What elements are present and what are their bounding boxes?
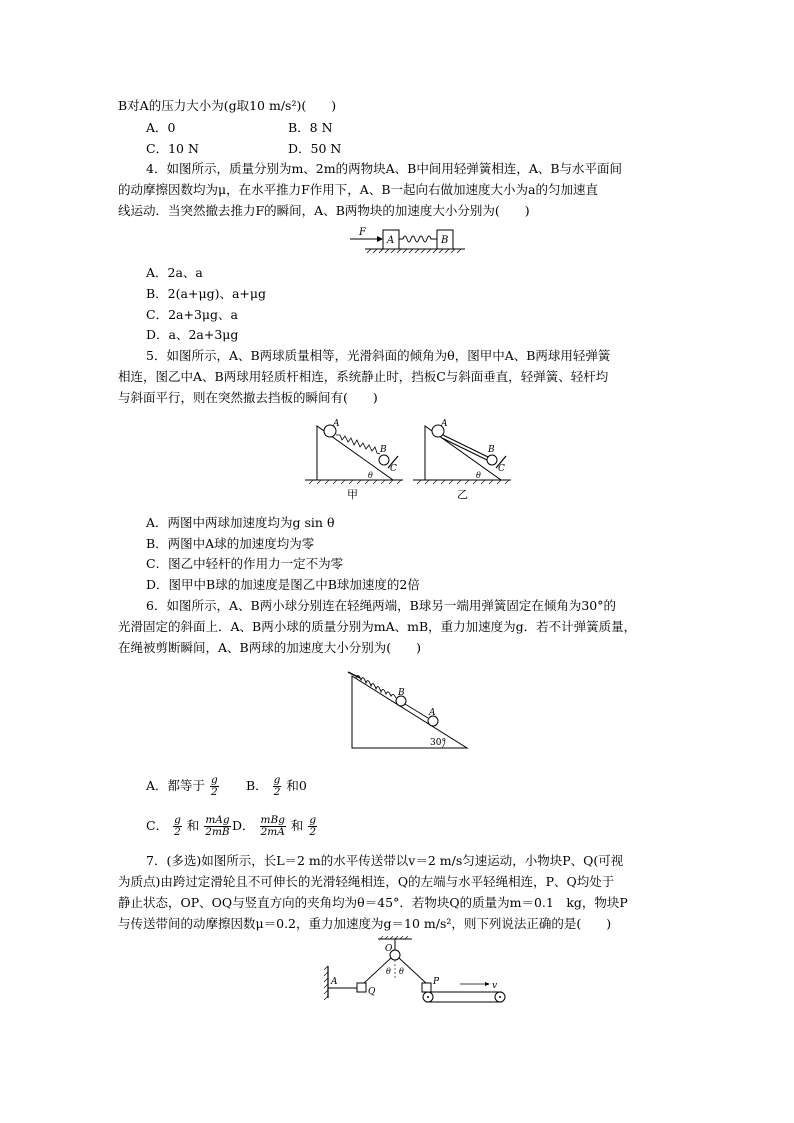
q6-figure <box>342 668 472 754</box>
q5-left-b-label: B <box>380 445 387 455</box>
q5-caption-right: 乙 <box>457 488 468 501</box>
q4-option-d[interactable]: D．a、2a+3μg <box>146 327 239 342</box>
q4-block-a-label: A <box>387 235 395 246</box>
q6-option-c[interactable] <box>146 815 232 838</box>
q7-theta-right: θ <box>399 967 404 976</box>
q7-o-label: O <box>385 944 393 954</box>
q5-stem-line1: 5．如图所示，A、B两球质量相等，光滑斜面的倾角为θ，图甲中A、B两球用轻弹簧 <box>146 348 611 363</box>
q7-stem-line2: 为质点)由跨过定滑轮且不可伸长的光滑轻绳相连，Q的左端与水平轻绳相连，P、Q均处于 <box>118 874 615 889</box>
q6-stem-line1: 6．如图所示，A、B两小球分别连在轻绳两端，B球另一端用弹簧固定在倾角为30°的 <box>146 598 617 613</box>
q6-option-b[interactable] <box>246 775 307 798</box>
q5-option-c[interactable]: C．图乙中轻杆的作用力一定不为零 <box>146 556 344 571</box>
q7-p-label: P <box>433 977 440 987</box>
q3-option-c[interactable]: C．10 N <box>146 141 199 156</box>
q6-b-label: B <box>398 688 405 698</box>
q6-option-c-mid: 和 <box>186 818 200 833</box>
q3-option-d[interactable]: D．50 N <box>288 141 342 156</box>
q5-left-a-label: A <box>333 419 340 429</box>
q4-block-b-label: B <box>441 235 449 246</box>
q5-right-theta: θ <box>476 471 481 480</box>
q4-option-a[interactable]: A．2a、a <box>146 265 203 280</box>
q6-option-c-fraction1: $\frac{g}{2}$ <box>174 814 181 838</box>
q6-option-b-suffix: 和0 <box>286 778 307 793</box>
q5-stem-line2: 相连，图乙中A、B两球用轻质杆相连，系统静止时，挡板C与斜面垂直，轻弹簧、轻杆均 <box>118 369 609 384</box>
q6-a-label: A <box>429 708 436 718</box>
q4-figure <box>345 224 475 258</box>
q7-q-label: Q <box>368 987 376 997</box>
q6-option-d-prefix: D． <box>232 818 255 833</box>
q5-option-a[interactable]: A．两图中两球加速度均为g sin θ <box>146 515 335 530</box>
q6-angle-label: 30° <box>430 738 446 748</box>
q5-option-d[interactable]: D．图甲中B球的加速度是图乙中B球加速度的2倍 <box>146 577 420 592</box>
q6-option-d-fraction2: $\frac{g}{2}$ <box>309 814 317 838</box>
q4-stem-line1: 4．如图所示，质量分别为m、2m的两物块A、B中间用轻弹簧相连，A、B与水平面间 <box>146 161 623 176</box>
q7-stem-line4: 与传送带间的动摩擦因数μ＝0.2，重力加速度为g＝10 m/s²，则下列说法正确的是( ) <box>118 916 612 931</box>
q6-option-d-fraction1: $\frac{\text{mBg}}{2mA}$ <box>260 814 285 838</box>
q7-theta-left: θ <box>386 967 391 976</box>
q5-caption-left: 甲 <box>347 488 358 501</box>
q6-option-a-fraction: $\frac{g}{2}$ <box>211 774 218 798</box>
q4-option-c[interactable]: C．2a+3μg、a <box>146 307 238 322</box>
q7-a-label: A <box>331 977 338 987</box>
q4-stem-line2: 的动摩擦因数均为μ，在水平推力F作用下，A、B一起向右做加速度大小为a的匀加速直 <box>118 182 598 197</box>
q5-left-c-label: C <box>390 464 397 474</box>
q5-figure <box>305 418 515 510</box>
q5-right-b-label: B <box>488 445 495 455</box>
q6-option-c-fraction2: $\frac{\text{mAg}}{2mB}$ <box>205 814 230 838</box>
q5-option-b[interactable]: B．两图中A球的加速度均为零 <box>146 536 315 551</box>
q6-stem-line2: 光滑固定的斜面上．A、B两小球的质量分别为mA、mB，重力加速度为g．若不计弹簧质量， <box>118 619 637 634</box>
q6-option-a[interactable] <box>146 775 220 798</box>
q5-stem-line3: 与斜面平行，则在突然撤去挡板的瞬间有( ) <box>118 390 378 405</box>
q7-v-label: v <box>492 981 498 991</box>
q6-option-b-fraction: $\frac{g}{2}$ <box>273 774 281 798</box>
q7-figure <box>320 936 510 1006</box>
q6-option-d-mid: 和 <box>290 818 304 833</box>
q3-option-b[interactable]: B．8 N <box>288 120 333 135</box>
q4-spring <box>399 236 437 242</box>
q5-left-theta: θ <box>368 471 373 480</box>
q6-option-d[interactable] <box>232 815 318 838</box>
q4-option-b[interactable]: B．2(a+μg)、a+μg <box>146 286 266 301</box>
q7-stem-line3: 静止状态，OP、OQ与竖直方向的夹角均为θ＝45°．若物块Q的质量为m＝0.1 kg，物块P <box>118 895 628 910</box>
q3-option-a[interactable]: A．0 <box>146 120 176 135</box>
q6-option-b-prefix: B． <box>246 778 268 793</box>
q6-stem-line3: 在绳被剪断瞬间，A、B两球的加速度大小分别为( ) <box>118 640 421 655</box>
q5-right-a-label: A <box>441 419 448 429</box>
q6-spring <box>356 675 396 698</box>
q6-option-a-prefix: A．都等于 <box>146 778 206 793</box>
q5-right-c-label: C <box>498 464 505 474</box>
q3-stem: B对A的压力大小为(g取10 m/s²)( ) <box>118 98 337 113</box>
q6-option-c-prefix: C． <box>146 818 169 833</box>
q7-stem-line1: 7．(多选)如图所示，长L＝2 m的水平传送带以v＝2 m/s匀速运动，小物块P、Q(可视 <box>146 853 624 868</box>
q4-force-label: F <box>359 227 366 238</box>
q4-stem-line3: 线运动．当突然撤去推力F的瞬间，A、B两物块的加速度大小分别为( ) <box>118 203 530 218</box>
